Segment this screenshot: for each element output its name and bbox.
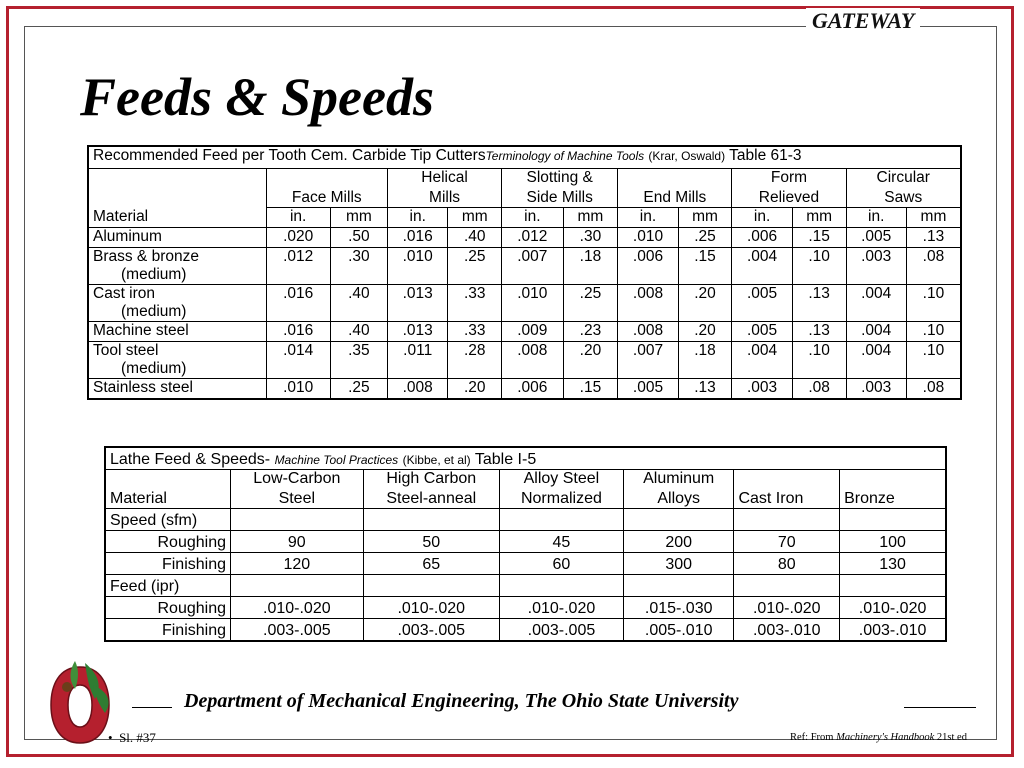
row-label: Finishing [105, 619, 231, 642]
material-cell [88, 248, 266, 285]
table1-material-header: Material [88, 208, 266, 228]
value-cell: .005 [732, 285, 792, 322]
row-label: Roughing [105, 531, 231, 553]
value-cell: 45 [499, 531, 623, 553]
unit-in-header: in. [732, 208, 792, 228]
column-line1: High Carbon [386, 470, 477, 487]
value-cell: .25 [448, 248, 502, 285]
group-line1 [271, 169, 383, 189]
column-line1: Alloy Steel [523, 470, 600, 487]
value-cell: .20 [678, 322, 732, 342]
table2-header-row [105, 470, 946, 509]
unit-in-header: in. [846, 208, 906, 228]
empty-cell [499, 575, 623, 597]
value-cell: .13 [906, 228, 961, 248]
column-line2: Bronze [844, 490, 895, 507]
value-cell: 130 [840, 553, 946, 575]
value-cell: 300 [623, 553, 734, 575]
milling-feed-table [87, 145, 962, 400]
value-cell: .008 [618, 322, 678, 342]
table1-group-header [732, 169, 846, 208]
value-cell: .003-.005 [499, 619, 623, 642]
table1-material-header-top [88, 169, 266, 208]
value-cell: 120 [231, 553, 364, 575]
unit-mm-header: mm [448, 208, 502, 228]
slide-number-text: Sl. #37 [119, 730, 156, 745]
value-cell: .20 [448, 379, 502, 400]
table1-caption-source: Terminology of Machine Tools [485, 149, 645, 163]
value-cell: .13 [678, 379, 732, 400]
value-cell: .003-.005 [363, 619, 499, 642]
column-line2: Alloys [657, 490, 701, 507]
buckeye-nut-icon [62, 682, 72, 692]
value-cell: 80 [734, 553, 840, 575]
material-sub: (medium) [121, 266, 187, 283]
value-cell: .010 [618, 228, 678, 248]
material-name: Cast iron [93, 285, 156, 302]
table1-group-header [502, 169, 618, 208]
table2-column-header [623, 470, 734, 509]
department-name: Department of Mechanical Engineering, The Ohio State University [184, 690, 739, 712]
value-cell: .08 [906, 248, 961, 285]
table-row [88, 379, 961, 400]
unit-in-header: in. [502, 208, 564, 228]
value-cell: .10 [792, 342, 846, 379]
empty-cell [231, 509, 364, 531]
empty-cell [734, 575, 840, 597]
value-cell: .011 [387, 342, 447, 379]
value-cell: .006 [732, 228, 792, 248]
slide-number: • Sl. #37 [108, 730, 156, 745]
value-cell: 65 [363, 553, 499, 575]
empty-cell [734, 509, 840, 531]
value-cell: .35 [330, 342, 387, 379]
material-cell [88, 342, 266, 379]
group-line1: Helical [421, 169, 468, 186]
value-cell: .004 [846, 342, 906, 379]
table2-caption-source: Machine Tool Practices [274, 453, 399, 467]
value-cell: .40 [330, 322, 387, 342]
value-cell: .005 [732, 322, 792, 342]
value-cell: .009 [502, 322, 564, 342]
empty-cell [840, 575, 946, 597]
column-line1 [738, 470, 835, 490]
value-cell: .010-.020 [231, 597, 364, 619]
value-cell: .23 [563, 322, 618, 342]
value-cell: 100 [840, 531, 946, 553]
group-line2: Mills [429, 189, 461, 206]
value-cell: .10 [906, 322, 961, 342]
reference-prefix: Ref: From [790, 732, 834, 743]
value-cell: .012 [502, 228, 564, 248]
value-cell: .004 [846, 322, 906, 342]
value-cell: .006 [502, 379, 564, 400]
value-cell: .004 [732, 342, 792, 379]
value-cell: .008 [502, 342, 564, 379]
value-cell: .10 [906, 285, 961, 322]
value-cell: .003 [846, 379, 906, 400]
empty-cell [363, 509, 499, 531]
value-cell: .25 [678, 228, 732, 248]
value-cell: .005-.010 [623, 619, 734, 642]
material-name: Brass & bronze [93, 248, 199, 265]
group-line2: Saws [884, 189, 923, 206]
value-cell: .08 [792, 379, 846, 400]
table2-column-header [840, 470, 946, 509]
value-cell: .003 [846, 248, 906, 285]
value-cell: .013 [387, 322, 447, 342]
value-cell: .005 [618, 379, 678, 400]
value-cell: .012 [266, 248, 330, 285]
column-line1 [844, 470, 941, 490]
value-cell: .20 [563, 342, 618, 379]
value-cell: .20 [678, 285, 732, 322]
reference-suffix: 21st ed [936, 732, 967, 743]
column-line1: Low-Carbon [253, 470, 341, 487]
group-line1: Circular [876, 169, 930, 186]
value-cell: .010-.020 [499, 597, 623, 619]
value-cell: .10 [792, 248, 846, 285]
table-row [88, 342, 961, 379]
column-line1: Aluminum [643, 470, 715, 487]
column-line2: Steel [278, 490, 316, 507]
group-line2: Relieved [758, 189, 820, 206]
value-cell: .50 [330, 228, 387, 248]
value-cell: .003 [732, 379, 792, 400]
value-cell: .010-.020 [363, 597, 499, 619]
material-cell [88, 322, 266, 342]
table-row [105, 531, 946, 553]
empty-cell [499, 509, 623, 531]
table1-group-header [387, 169, 501, 208]
unit-mm-header: mm [330, 208, 387, 228]
empty-cell [840, 509, 946, 531]
value-cell: .010-.020 [840, 597, 946, 619]
section-row [105, 509, 946, 531]
value-cell: .006 [618, 248, 678, 285]
value-cell: .25 [563, 285, 618, 322]
group-line1: Slotting & [526, 169, 593, 186]
value-cell: .13 [792, 322, 846, 342]
gateway-brand: GATEWAY [806, 8, 920, 34]
table2-caption-authors: (Kibbe, et al) [402, 453, 471, 467]
value-cell: .18 [563, 248, 618, 285]
table2-column-header [231, 470, 364, 509]
table2-material-header: Material [105, 470, 231, 509]
value-cell: .40 [330, 285, 387, 322]
value-cell: .18 [678, 342, 732, 379]
value-cell: 50 [363, 531, 499, 553]
reference-note [790, 732, 967, 743]
table1-group-header [618, 169, 732, 208]
value-cell: .003-.005 [231, 619, 364, 642]
value-cell: .013 [387, 285, 447, 322]
table-row [105, 597, 946, 619]
table-row [88, 322, 961, 342]
value-cell: .28 [448, 342, 502, 379]
table1-caption-main: Recommended Feed per Tooth Cem. Carbide Tip Cutters [93, 147, 486, 164]
unit-in-header: in. [618, 208, 678, 228]
table1-group-header-row [88, 169, 961, 208]
material-sub: (medium) [121, 360, 187, 377]
column-line2: Normalized [520, 490, 602, 507]
value-cell: .016 [387, 228, 447, 248]
value-cell: .016 [266, 322, 330, 342]
footer-rule-right [904, 707, 976, 708]
unit-mm-header: mm [792, 208, 846, 228]
unit-in-header: in. [387, 208, 447, 228]
value-cell: 200 [623, 531, 734, 553]
empty-cell [231, 575, 364, 597]
material-name: Stainless steel [93, 379, 193, 396]
column-line2: Cast Iron [738, 490, 804, 507]
value-cell: .33 [448, 285, 502, 322]
material-cell [88, 285, 266, 322]
reference-book: Machinery's Handbook [836, 732, 935, 743]
value-cell: .005 [846, 228, 906, 248]
material-name: Tool steel [93, 342, 159, 359]
empty-cell [623, 575, 734, 597]
material-cell [88, 379, 266, 400]
table1-caption-authors: (Krar, Oswald) [648, 149, 726, 163]
value-cell: .010 [266, 379, 330, 400]
material-name: Machine steel [93, 322, 189, 339]
table1-unit-row [88, 208, 961, 228]
footer-rule-left [132, 707, 172, 708]
value-cell: .15 [563, 379, 618, 400]
table-row [88, 285, 961, 322]
group-line2: Face Mills [291, 189, 362, 206]
value-cell: .010 [387, 248, 447, 285]
lathe-feed-speed-table [104, 446, 947, 642]
material-sub: (medium) [121, 303, 187, 320]
value-cell: .30 [330, 248, 387, 285]
value-cell: .016 [266, 285, 330, 322]
table-row [88, 228, 961, 248]
empty-cell [623, 509, 734, 531]
row-label: Finishing [105, 553, 231, 575]
value-cell: .30 [563, 228, 618, 248]
unit-in-header: in. [266, 208, 330, 228]
table1-caption-table: Table 61-3 [729, 147, 802, 164]
group-line2: End Mills [643, 189, 707, 206]
material-name: Aluminum [93, 228, 162, 245]
group-line2: Side Mills [526, 189, 593, 206]
value-cell: 60 [499, 553, 623, 575]
value-cell: .15 [678, 248, 732, 285]
group-line1: Form [770, 169, 808, 186]
table2-caption-main: Lathe Feed & Speeds- [110, 451, 271, 468]
ohio-state-logo [45, 655, 115, 747]
value-cell: .007 [502, 248, 564, 285]
value-cell: .003-.010 [734, 619, 840, 642]
unit-mm-header: mm [563, 208, 618, 228]
table2-column-header [734, 470, 840, 509]
value-cell: .40 [448, 228, 502, 248]
value-cell: .15 [792, 228, 846, 248]
value-cell: .008 [618, 285, 678, 322]
value-cell: .33 [448, 322, 502, 342]
value-cell: .008 [387, 379, 447, 400]
value-cell: .003-.010 [840, 619, 946, 642]
value-cell: .007 [618, 342, 678, 379]
material-cell [88, 228, 266, 248]
table2-column-header [499, 470, 623, 509]
row-label: Roughing [105, 597, 231, 619]
table-row [105, 619, 946, 642]
column-line2: Steel-anneal [386, 490, 477, 507]
value-cell: .004 [846, 285, 906, 322]
section-row [105, 575, 946, 597]
table-row [88, 248, 961, 285]
table1-group-header [266, 169, 387, 208]
page-title: Feeds & Speeds [80, 67, 434, 127]
value-cell: .014 [266, 342, 330, 379]
section-label: Speed (sfm) [105, 509, 231, 531]
value-cell: .010-.020 [734, 597, 840, 619]
section-label: Feed (ipr) [105, 575, 231, 597]
unit-mm-header: mm [678, 208, 732, 228]
empty-cell [363, 575, 499, 597]
table-row [105, 553, 946, 575]
table2-column-header [363, 470, 499, 509]
value-cell: 70 [734, 531, 840, 553]
value-cell: .004 [732, 248, 792, 285]
unit-mm-header: mm [906, 208, 961, 228]
table2-caption-table: Table I-5 [474, 451, 537, 468]
value-cell: .015-.030 [623, 597, 734, 619]
table2-caption [105, 447, 946, 470]
value-cell: .010 [502, 285, 564, 322]
value-cell: .020 [266, 228, 330, 248]
value-cell: .10 [906, 342, 961, 379]
group-line1 [622, 169, 727, 189]
value-cell: .13 [792, 285, 846, 322]
table1-group-header [846, 169, 961, 208]
value-cell: 90 [231, 531, 364, 553]
value-cell: .08 [906, 379, 961, 400]
table1-caption [88, 146, 961, 169]
value-cell: .25 [330, 379, 387, 400]
